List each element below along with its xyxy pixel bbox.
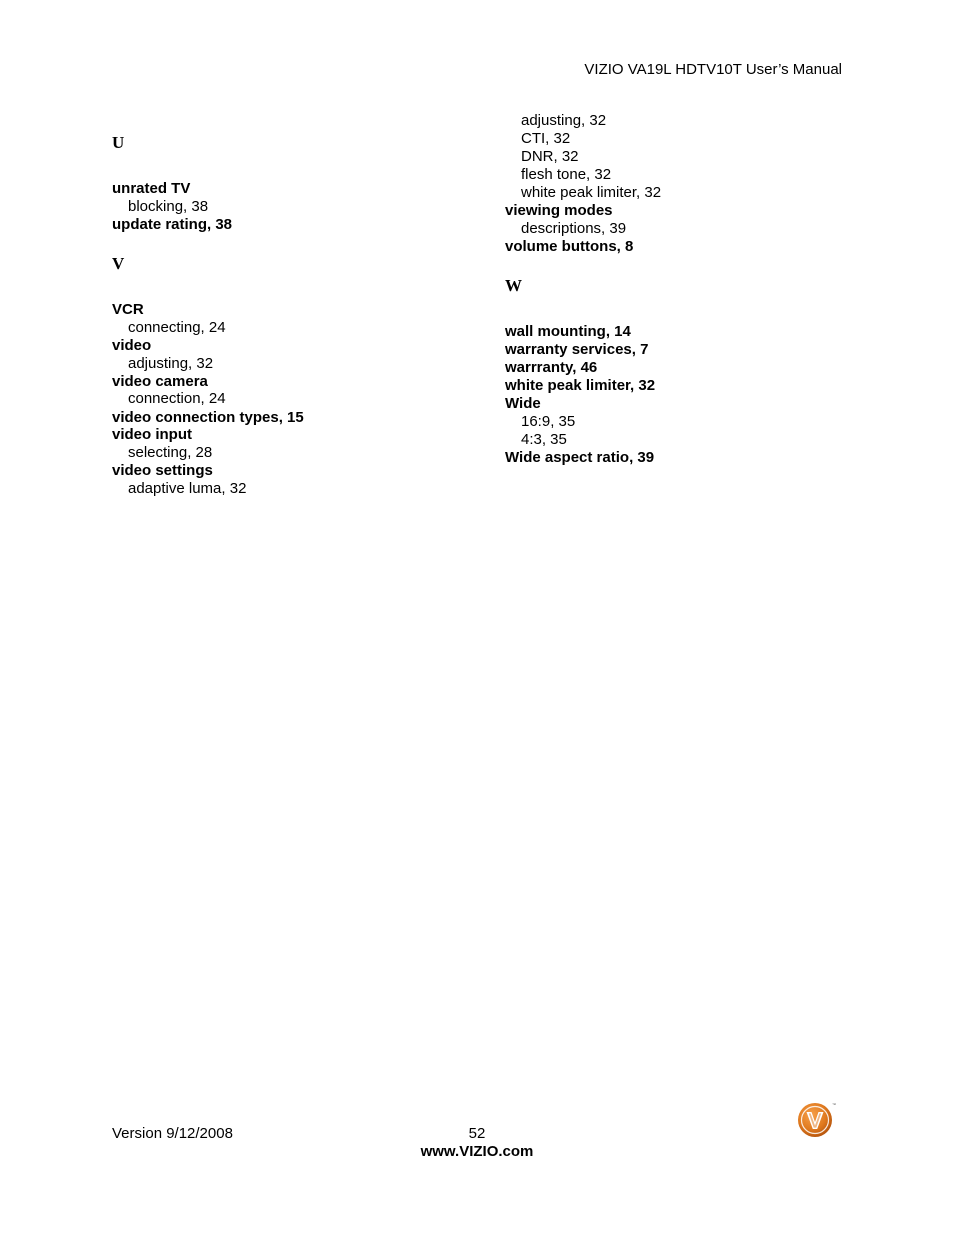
index-entry-video: video [112,337,152,354]
vizio-v-logo-icon [797,1101,835,1139]
index-entry-warranty-services: warranty services, 7 [505,341,649,358]
footer-website: www.VIZIO.com [420,1143,534,1160]
index-entry-viewing-modes: viewing modes [505,202,613,219]
index-subentry-flesh-tone: flesh tone, 32 [521,166,612,183]
index-entry-volume-buttons: volume buttons, 8 [505,238,634,255]
index-entry-vcr: VCR [112,301,144,318]
index-subentry-4-3: 4:3, 35 [521,431,567,448]
index-subentry-descriptions: descriptions, 39 [521,220,627,237]
index-entry-wall-mounting: wall mounting, 14 [505,323,631,340]
index-subentry-16-9: 16:9, 35 [521,413,576,430]
index-letter-w: W [505,276,522,295]
index-entry-video-connection-types: video connection types, 15 [112,409,304,426]
index-subentry-connection: connection, 24 [128,390,226,407]
svg-text:™: ™ [832,1102,836,1107]
index-entry-video-input: video input [112,426,192,443]
index-entry-white-peak-limiter: white peak limiter, 32 [505,377,656,394]
index-entry-update-rating: update rating, 38 [112,216,233,233]
index-subentry-connecting: connecting, 24 [128,319,226,336]
index-entry-video-settings: video settings [112,462,213,479]
index-entry-wide: Wide [505,395,541,412]
index-subentry-dnr: DNR, 32 [521,148,579,165]
header-title: VIZIO VA19L HDTV10T User’s Manual [584,61,842,78]
index-subentry-blocking: blocking, 38 [128,198,209,215]
index-subentry-adaptive-luma: adaptive luma, 32 [128,480,247,497]
index-letter-u: U [112,133,125,152]
index-subentry-selecting: selecting, 28 [128,444,213,461]
index-subentry-white-peak-limiter: white peak limiter, 32 [521,184,662,201]
index-subentry-adjusting: adjusting, 32 [128,355,214,372]
index-subentry-adjusting: adjusting, 32 [521,112,607,129]
index-entry-warrranty: warrranty, 46 [505,359,598,376]
index-letter-v: V [112,254,125,273]
index-entry-wide-aspect-ratio: Wide aspect ratio, 39 [505,449,655,466]
index-subentry-cti: CTI, 32 [521,130,571,147]
footer-version: Version 9/12/2008 [112,1125,233,1142]
index-entry-unrated-tv: unrated TV [112,180,191,197]
index-entry-video-camera: video camera [112,373,208,390]
page-number: 52 [468,1125,486,1142]
